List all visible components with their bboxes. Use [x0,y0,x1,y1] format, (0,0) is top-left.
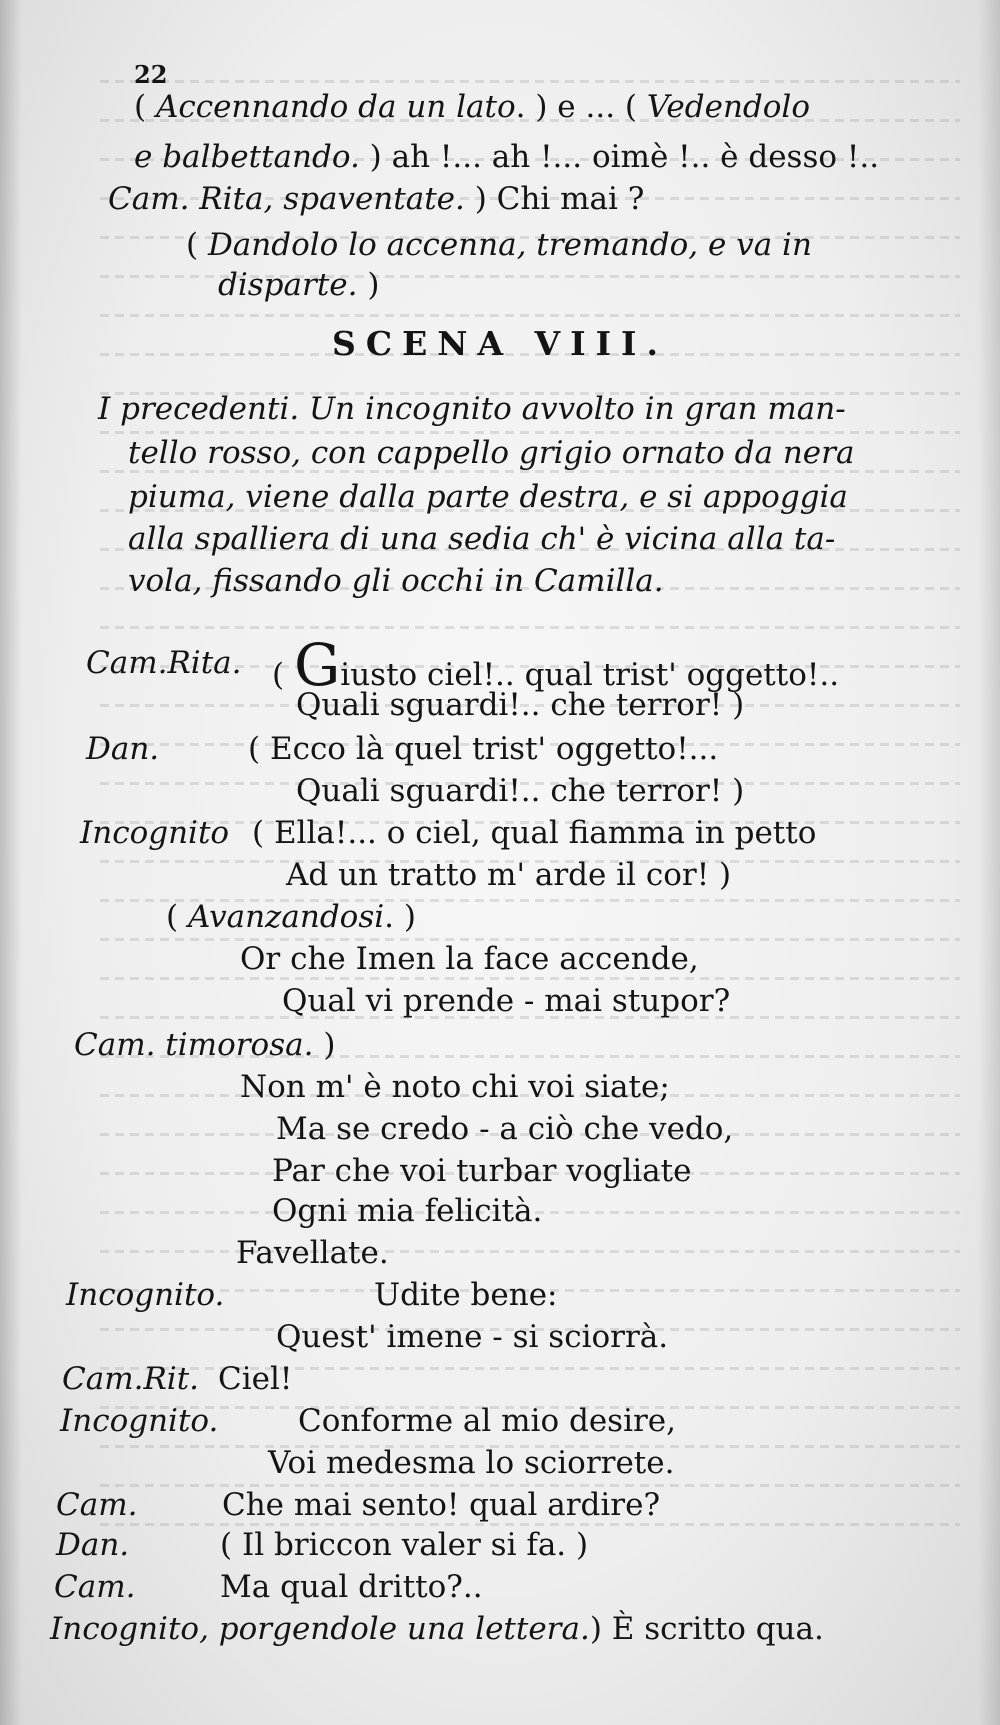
verse-line: Ad un tratto m' arde il cor! ) [286,857,732,893]
verse-line: Quali sguardi!.. che terror! ) [296,773,745,809]
speaker-label: Cam. [54,1569,136,1605]
text-line: ( Dandolo lo accenna, tremando, e va in [186,227,812,263]
page-number: 22 [134,60,168,89]
speaker-label: Cam. [56,1487,138,1523]
stage-direction-line: ( Avanzandosi. ) [166,899,416,935]
text-line: disparte. ) [218,267,380,303]
verse-line: Ma se credo - a ciò che vedo, [276,1111,734,1147]
speaker-label: Cam.Rita. [86,645,242,681]
stage-direction-line: I precedenti. Un incognito avvolto in gran man- [98,391,846,427]
verse-line: Conforme al mio desire, [298,1403,677,1439]
verse-line: Ma qual dritto?.. [220,1569,483,1605]
verse-line: Or che Imen la face accende, [240,941,699,977]
stage-direction-line: vola, fissando gli occhi in Camilla. [128,563,664,599]
stage-direction-line: alla spalliera di una sedia ch' è vicina alla ta- [128,521,836,557]
speaker-label: Incognito. [66,1277,225,1313]
text-line: e balbettando. ) ah !... ah !... oimè !.. è desso !.. [134,139,880,175]
verse-line: Quali sguardi!.. che terror! ) [296,687,745,723]
speaker-label: Dan. [86,731,160,767]
verse-line: Udite bene: [374,1277,558,1313]
verse-line: Ogni mia felicità. [272,1193,543,1229]
speaker-label: Incognito. [60,1403,219,1439]
stage-direction-line: tello rosso, con cappello grigio ornato da nera [128,435,855,471]
speaker-label: Dan. [56,1527,130,1563]
page-edge-shadow-left [0,0,22,1725]
stage-direction-line: Incognito, porgendole una lettera.) È scritto qua. [50,1611,824,1647]
verse-line: Non m' è noto chi voi siate; [240,1069,670,1105]
verse-line: ( Ella!... o ciel, qual fiamma in petto [252,815,817,851]
verse-line: Qual vi prende - mai stupor? [282,983,731,1019]
verse-line: Par che voi turbar vogliate [272,1153,692,1189]
speaker-label: Incognito [80,815,230,851]
verse-line: ( Il briccon valer si fa. ) [220,1527,589,1563]
scene-heading: SCENA VIII. [332,324,668,363]
verse-line: Voi medesma lo sciorrete. [268,1445,675,1481]
verse-line: Che mai sento! qual ardire? [222,1487,661,1523]
verse-line: ( Ecco là quel trist' oggetto!... [248,731,719,767]
page-edge-shadow-right [978,0,1000,1725]
verse-line: Quest' imene - si sciorrà. [276,1319,669,1355]
verse-line: ( Giusto ciel!.. qual trist' oggetto!.. [272,631,840,699]
stage-direction-line: Cam. timorosa. ) [74,1027,336,1063]
text-line: ( Accennando da un lato. ) e ... ( Vedendolo [134,89,811,125]
drop-cap: G [293,631,341,699]
text-line: Cam. Rita, spaventate. ) Chi mai ? [108,181,645,217]
verse-line: Favellate. [236,1235,389,1271]
verse-line: Ciel! [218,1361,293,1397]
stage-direction-line: piuma, viene dalla parte destra, e si appoggia [128,479,848,515]
speaker-label: Cam.Rit. [62,1361,200,1397]
